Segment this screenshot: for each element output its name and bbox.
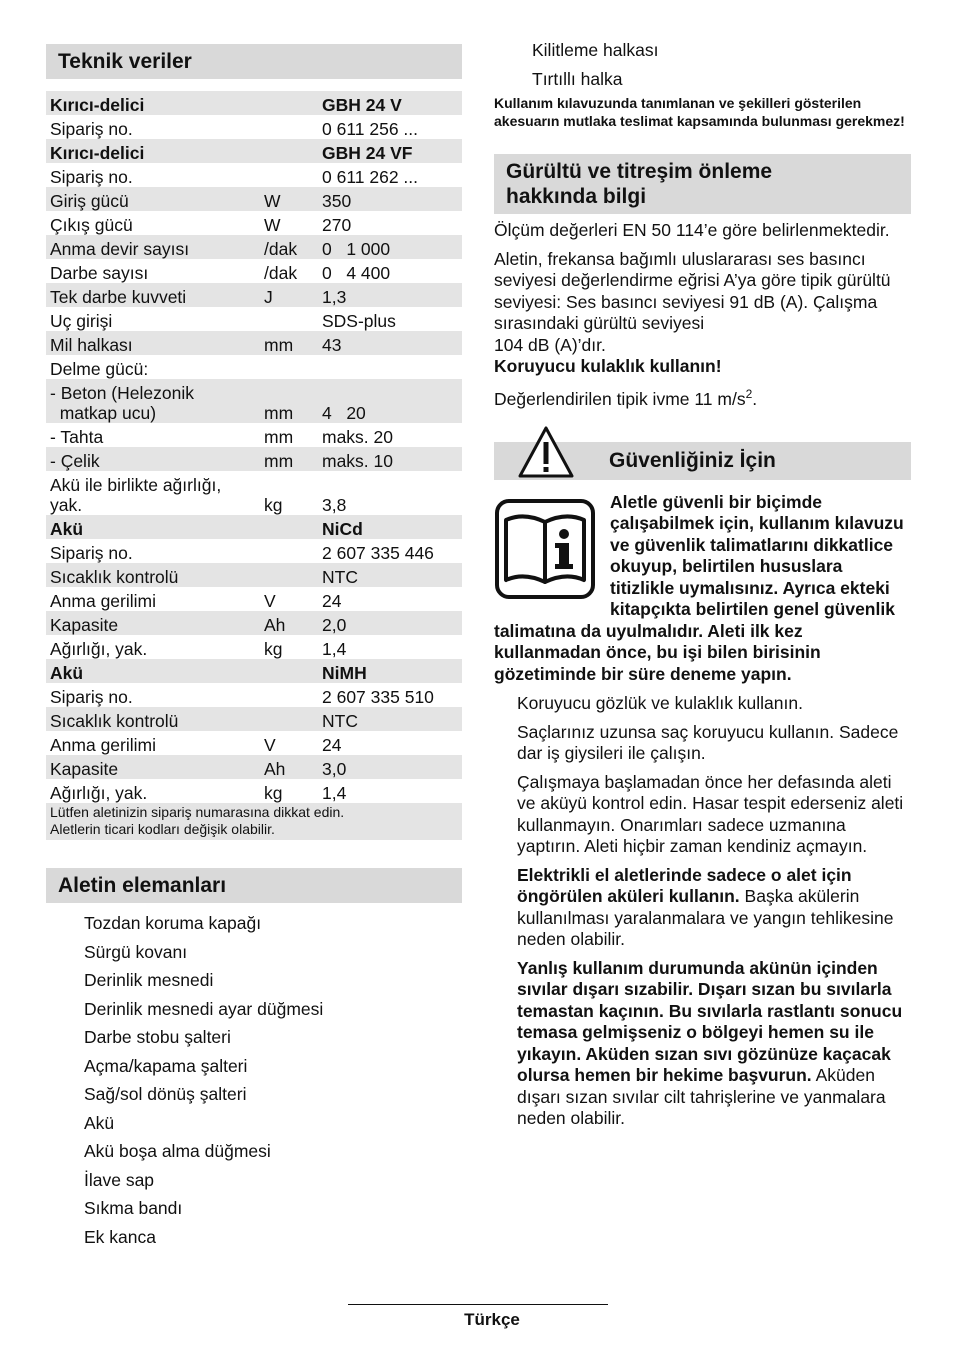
tech-data-value: 0 611 256 ...	[322, 119, 419, 139]
warning-triangle-icon	[518, 426, 574, 478]
tech-data-label: Sipariş no.	[50, 687, 133, 707]
tech-data-row	[46, 331, 462, 355]
safety-heading-block	[494, 434, 911, 476]
noise-heading-line: hakkında bilgi	[506, 185, 647, 208]
order-number-note	[46, 803, 462, 840]
tech-data-value: 350	[318, 187, 462, 211]
tech-data-label: Uç girişi	[50, 311, 113, 331]
tech-data-unit: V	[264, 735, 276, 755]
tech-data-label: Kırıcı-delici	[46, 139, 260, 163]
tech-data-table	[46, 91, 462, 803]
tech-data-unit	[260, 307, 318, 331]
component-item: Derinlik mesnedi ayar düğmesi	[84, 998, 324, 1019]
ear-protection-note: Koruyucu kulaklık kullanın!	[494, 356, 722, 376]
tech-data-label: Akü	[46, 659, 260, 683]
tech-data-row	[46, 91, 462, 115]
tech-data-value: 3,8	[322, 495, 347, 515]
noise-heading	[494, 154, 911, 214]
tech-data-value: 1,3	[318, 283, 462, 307]
tech-data-label: Sipariş no.	[50, 167, 133, 187]
tech-data-unit: J	[260, 283, 318, 307]
tech-data-value: 43	[318, 331, 462, 355]
noise-paragraph: Ölçüm değerleri EN 50 114’e göre belirlenmektedir.	[494, 220, 890, 240]
tech-data-row	[46, 635, 462, 659]
tech-data-label: Delme gücü:	[50, 359, 149, 379]
component-item: Akü boşa alma düğmesi	[84, 1141, 271, 1161]
tech-data-value: NiCd	[318, 515, 462, 539]
safety-item: Çalışmaya başlamadan önce her defasında aleti ve aküyü kontrol edin. Hasar tespit ederseniz aleti kullanmayın. Onarımları sadece uzmanına yaptırın. Aleti hiçbir zaman kendiniz açmayın.	[517, 771, 904, 857]
component-item: Akü	[84, 1112, 115, 1133]
footer-rule	[348, 1304, 608, 1305]
tech-data-value	[318, 355, 462, 379]
tech-data-row	[46, 683, 462, 707]
component-item: Derinlik mesnedi	[84, 970, 214, 990]
tech-data-value: 0 611 262 ...	[322, 167, 419, 187]
tech-data-value: 1,4	[322, 639, 347, 659]
tech-data-value: GBH 24 V	[318, 91, 462, 115]
tech-data-label: Sipariş no.	[50, 543, 133, 563]
tech-data-row	[46, 423, 462, 447]
component-item: Tozdan koruma kapağı	[84, 913, 262, 933]
tech-data-row	[46, 539, 462, 563]
tech-data-value: maks. 10	[318, 447, 462, 471]
tech-data-unit: W	[264, 215, 281, 235]
tech-data-row	[46, 259, 462, 283]
tech-data-row	[46, 235, 462, 259]
tech-data-row	[46, 187, 462, 211]
tech-data-unit: W	[260, 187, 318, 211]
tech-data-label: Giriş gücü	[46, 187, 260, 211]
vibration-paragraph: Değerlendirilen tipik ivme 11 $m/s^2$.	[494, 386, 758, 409]
tech-data-label: Çıkış gücü	[50, 215, 133, 235]
tech-data-label: Anma gerilimi	[50, 735, 156, 755]
tech-data-label: - Çelik	[46, 447, 260, 471]
tech-data-label: Ağırlığı, yak.	[50, 783, 148, 803]
tech-data-label: Anma gerilimi	[50, 591, 156, 611]
tech-data-row	[46, 707, 462, 731]
footer-language: Türkçe	[464, 1310, 520, 1329]
right-column	[494, 36, 911, 1137]
tech-data-value: 24	[322, 591, 342, 611]
tech-data-label: Kırıcı-delici	[46, 91, 260, 115]
tech-data-unit: /dak	[260, 235, 318, 259]
tech-data-unit	[260, 163, 318, 187]
tech-data-label: Darbe sayısı	[50, 263, 149, 283]
tech-data-label: Kapasite	[46, 755, 260, 779]
tech-data-unit: kg	[264, 639, 283, 659]
tech-data-unit	[260, 683, 318, 707]
tech-data-unit: mm	[260, 447, 318, 471]
component-item: Sürgü kovanı	[84, 941, 188, 962]
tech-data-value: NiMH	[318, 659, 462, 683]
accessory-note: Kullanım kılavuzunda tanımlanan ve şekilleri gösterilen akesuarın mutlaka teslimat kapsamında bulunması gerekmez!	[494, 95, 905, 129]
tech-data-label: Sıcaklık kontrolü	[46, 707, 260, 731]
tech-data-row	[46, 355, 462, 379]
tech-data-heading: Teknik veriler	[46, 44, 462, 79]
components-list-continued	[532, 36, 911, 93]
tech-data-row	[46, 659, 462, 683]
component-item: Açma/kapama şalteri	[84, 1055, 248, 1076]
tech-data-unit	[260, 139, 318, 163]
tech-data-value: 2,0	[318, 611, 462, 635]
component-item: Ek kanca	[84, 1226, 156, 1247]
tech-data-label: - Tahta	[50, 427, 104, 447]
tech-data-label: Mil halkası	[46, 331, 260, 355]
tech-data-row	[46, 587, 462, 611]
tech-data-unit	[260, 539, 318, 563]
tech-data-value: SDS-plus	[322, 311, 396, 331]
component-item: Kilitleme halkası	[532, 40, 659, 60]
tech-data-value: 1,4	[322, 783, 347, 803]
tech-data-row	[46, 611, 462, 635]
tech-data-row	[46, 139, 462, 163]
safety-intro: Aletle güvenli bir biçimde çalışabilmek için, kullanım kılavuzu ve güvenlik talimatlarını dikkatlice okuyup, belirtilen hususlara titizlikle uymalısınız. Ayrıca ekteki kitapçıkta belirtilen genel güvenlik talimatına da uyulmalıdır. Aleti ilk kez kullanmadan önce, bu işi bilen birisinin gözetiminde bir süre deneme yapın.	[494, 491, 904, 684]
tech-data-row	[46, 755, 462, 779]
tech-data-unit: Ah	[260, 755, 318, 779]
tech-data-unit: mm	[260, 331, 318, 355]
tech-data-unit: kg	[264, 495, 283, 515]
tech-data-row	[46, 515, 462, 539]
tech-data-unit	[260, 563, 318, 587]
tech-data-row	[46, 307, 462, 331]
tech-data-value: 0 4 400	[322, 263, 391, 283]
read-manual-icon	[494, 498, 596, 600]
note-line: Lütfen aletinizin sipariş numarasına dikkat edin.	[50, 804, 345, 820]
safety-item: Elektrikli el aletlerinde sadece o alet için öngörülen aküleri kullanın. Başka akülerin kullanılması yaralanmalara ve yangın tehlikesine neden olabilir.	[517, 864, 894, 950]
tech-data-label: Akü	[46, 515, 260, 539]
safety-items	[517, 693, 911, 1130]
components-list	[84, 909, 462, 1251]
tech-data-value: GBH 24 VF	[318, 139, 462, 163]
noise-paragraph: Aletin, frekansa bağımlı uluslararası ses basıncı seviyesi değerlendirme eğrisi A’ya göre tipik gürültü seviyesi: Ses basıncı seviyesi 91 dB (A). Çalışma sırasındaki gürültü seviyesi 104 dB (A)’dır.	[494, 248, 891, 355]
tech-data-row	[46, 563, 462, 587]
tech-data-value: maks. 20	[322, 427, 393, 447]
tech-data-unit	[260, 515, 318, 539]
tech-data-unit: mm	[260, 379, 318, 423]
tech-data-row	[46, 283, 462, 307]
safety-heading: Güvenliğiniz İçin	[494, 442, 911, 480]
tech-data-row	[46, 471, 462, 515]
tech-data-value: 0 1 000	[318, 235, 462, 259]
tech-data-label: Sipariş no.	[50, 119, 133, 139]
tech-data-row	[46, 447, 462, 471]
tech-data-row	[46, 163, 462, 187]
safety-item: Saçlarınız uzunsa saç koruyucu kullanın. Sadece dar iş giysileri ile çalışın.	[517, 721, 899, 764]
tech-data-label: Kapasite	[46, 611, 260, 635]
tech-data-label: - Beton (Helezonik matkap ucu)	[46, 379, 260, 423]
tech-data-unit: /dak	[264, 263, 298, 283]
component-item: Sıkma bandı	[84, 1198, 183, 1218]
tech-data-label: Akü ile birlikte ağırlığı, yak.	[50, 475, 222, 515]
tech-data-unit	[260, 659, 318, 683]
tech-data-value: 2 607 335 510	[322, 687, 434, 707]
tech-data-unit	[260, 355, 318, 379]
noise-heading-line: Gürültü ve titreşim önleme	[506, 160, 773, 183]
tech-data-value: 2 607 335 446	[322, 543, 434, 563]
tech-data-label: Tek darbe kuvveti	[46, 283, 260, 307]
tech-data-label: Anma devir sayısı	[46, 235, 260, 259]
tech-data-row	[46, 211, 462, 235]
tech-data-unit	[260, 91, 318, 115]
component-item: Sağ/sol dönüş şalteri	[84, 1084, 247, 1104]
tech-data-value: NTC	[318, 563, 462, 587]
components-heading: Aletin elemanları	[46, 868, 462, 903]
tech-data-value: 270	[322, 215, 352, 235]
tech-data-row	[46, 115, 462, 139]
tech-data-unit: V	[264, 591, 276, 611]
tech-data-label: Sıcaklık kontrolü	[46, 563, 260, 587]
safety-item: Yanlış kullanım durumunda akünün içinden sıvılar dışarı sızabilir. Dışarı sızan bu sıvılarla temastan kaçının. Bu sıvılarla rastlantı sonucu temasa gelmişseniz o bölgeyi hemen su ile yıkayın. Aküden sızan sıvı gözünüze kaçacak olursa hemen bir hekime başvurun. Aküden dışarı sızan sıvılar cilt tahrişlerine ve yanmalara neden olabilir.	[517, 957, 903, 1129]
tech-data-row	[46, 779, 462, 803]
tech-data-unit	[260, 115, 318, 139]
safety-item: Koruyucu gözlük ve kulaklık kullanın.	[517, 693, 803, 714]
tech-data-row	[46, 731, 462, 755]
tech-data-value: 3,0	[318, 755, 462, 779]
tech-data-unit: kg	[264, 783, 283, 803]
tech-data-unit: mm	[264, 427, 294, 447]
left-column	[46, 44, 462, 1251]
tech-data-unit: Ah	[260, 611, 318, 635]
tech-data-label: Ağırlığı, yak.	[50, 639, 148, 659]
component-item: İlave sap	[84, 1169, 155, 1190]
tech-data-value: 4 20	[318, 379, 462, 423]
component-item: Darbe stobu şalteri	[84, 1027, 231, 1047]
tech-data-unit	[260, 707, 318, 731]
note-line: Aletlerin ticari kodları değişik olabilir.	[50, 821, 275, 837]
tech-data-value: NTC	[318, 707, 462, 731]
tech-data-row	[46, 379, 462, 423]
component-item: Tırtıllı halka	[532, 68, 623, 89]
tech-data-value: 24	[322, 735, 342, 755]
